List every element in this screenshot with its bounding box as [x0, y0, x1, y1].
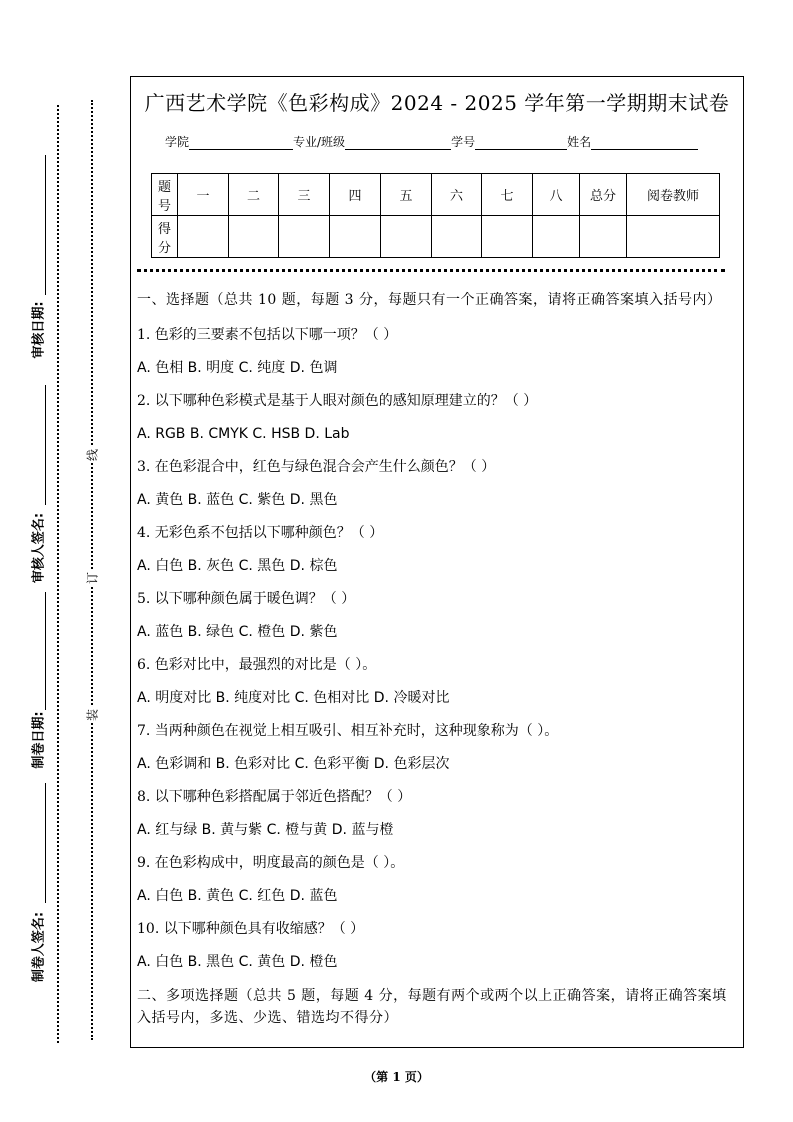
question-7: 7. 当两种颜色在视觉上相互吸引、相互补充时，这种现象称为（ ）。	[137, 723, 559, 739]
section2-heading: 二、多项选择题（总共 5 题，每题 4 分，每题有两个或两个以上正确答案，请将正确答案填入括号内，多选、少选、错选均不得分）	[137, 988, 727, 1026]
binding-char-staple: 订	[85, 571, 100, 585]
score-header-cell: 三	[279, 174, 330, 216]
question-2: 2. 以下哪种色彩模式是基于人眼对颜色的感知原理建立的？（ ）	[137, 393, 538, 409]
score-header-cell: 四	[330, 174, 381, 216]
major-class-label: 专业/班级	[293, 135, 346, 149]
score-header-cell: 七	[482, 174, 533, 216]
binding-char-bind: 装	[85, 708, 100, 722]
review-date-label: 审核日期:	[31, 301, 47, 359]
question-9: 9. 在色彩构成中，明度最高的颜色是（ ）。	[137, 855, 405, 871]
question-4-options: A. 白色 B. 灰色 C. 黑色 D. 棕色	[137, 558, 338, 574]
outer-dotted-line	[57, 105, 59, 1043]
student-info-row	[165, 133, 698, 150]
score-header-cell: 五	[381, 174, 432, 216]
exam-content	[137, 289, 739, 1029]
score-cell[interactable]	[533, 216, 580, 258]
score-header-cell: 题号	[152, 174, 178, 216]
college-field[interactable]	[189, 137, 293, 150]
student-id-field[interactable]	[475, 137, 567, 150]
exam-title: 广西艺术学院《色彩构成》2024 - 2025 学年第一学期期末试卷	[144, 91, 730, 115]
review-date-underline	[45, 155, 46, 295]
question-7-options: A. 色彩调和 B. 色彩对比 C. 色彩平衡 D. 色彩层次	[137, 756, 450, 772]
question-5-options: A. 蓝色 B. 绿色 C. 橙色 D. 紫色	[137, 624, 338, 640]
score-header-cell: 六	[432, 174, 482, 216]
question-10: 10. 以下哪种颜色具有收缩感？（ ）	[137, 921, 365, 937]
score-header-cell: 阅卷教师	[627, 174, 720, 216]
major-class-field[interactable]	[345, 137, 451, 150]
score-table-header-row	[152, 174, 720, 216]
page-number: （第 1 页）	[364, 1070, 429, 1084]
question-3-options: A. 黄色 B. 蓝色 C. 紫色 D. 黑色	[137, 492, 338, 508]
compiler-signature-underline	[45, 783, 46, 903]
question-3: 3. 在色彩混合中，红色与绿色混合会产生什么颜色？（ ）	[137, 459, 496, 475]
name-field[interactable]	[591, 137, 698, 150]
reviewer-signature-label: 审核人签名:	[31, 512, 47, 584]
question-6-options: A. 明度对比 B. 纯度对比 C. 色相对比 D. 冷暖对比	[137, 690, 450, 706]
score-header-cell: 总分	[580, 174, 627, 216]
question-4: 4. 无彩色系不包括以下哪种颜色？（ ）	[137, 525, 384, 541]
question-10-options: A. 白色 B. 黑色 C. 黄色 D. 橙色	[137, 954, 338, 970]
score-cell[interactable]	[229, 216, 279, 258]
exam-frame	[130, 76, 744, 1048]
question-1: 1. 色彩的三要素不包括以下哪一项？（ ）	[137, 327, 398, 343]
question-5: 5. 以下哪种颜色属于暖色调？（ ）	[137, 591, 356, 607]
score-row-label: 得分	[152, 216, 178, 258]
binding-char-line: 线	[85, 448, 100, 462]
score-table	[151, 173, 720, 258]
score-cell[interactable]	[482, 216, 533, 258]
score-table-score-row	[152, 216, 720, 258]
score-header-cell: 八	[533, 174, 580, 216]
compile-date-underline	[45, 592, 46, 710]
reviewer-signature-underline	[45, 385, 46, 505]
score-header-cell: 一	[178, 174, 229, 216]
section1-heading: 一、选择题（总共 10 题，每题 3 分，每题只有一个正确答案，请将正确答案填入括号内）	[137, 292, 722, 308]
score-cell[interactable]	[279, 216, 330, 258]
compile-date-label: 制卷日期:	[31, 711, 47, 769]
score-cell[interactable]	[627, 216, 720, 258]
score-cell[interactable]	[178, 216, 229, 258]
score-cell[interactable]	[381, 216, 432, 258]
score-cell[interactable]	[580, 216, 627, 258]
dotted-separator	[137, 269, 725, 272]
question-6: 6. 色彩对比中，最强烈的对比是（ ）。	[137, 657, 377, 673]
question-9-options: A. 白色 B. 黄色 C. 红色 D. 蓝色	[137, 888, 338, 904]
question-8-options: A. 红与绿 B. 黄与紫 C. 橙与黄 D. 蓝与橙	[137, 822, 394, 838]
question-1-options: A. 色相 B. 明度 C. 纯度 D. 色调	[137, 360, 338, 376]
name-label: 姓名	[567, 135, 592, 149]
question-8: 8. 以下哪种色彩搭配属于邻近色搭配？（ ）	[137, 789, 412, 805]
compiler-signature-label: 制卷人签名:	[31, 911, 47, 983]
score-header-cell: 二	[229, 174, 279, 216]
score-cell[interactable]	[330, 216, 381, 258]
score-cell[interactable]	[432, 216, 482, 258]
college-label: 学院	[165, 135, 190, 149]
question-2-options: A. RGB B. CMYK C. HSB D. Lab	[137, 426, 350, 442]
student-id-label: 学号	[451, 135, 476, 149]
